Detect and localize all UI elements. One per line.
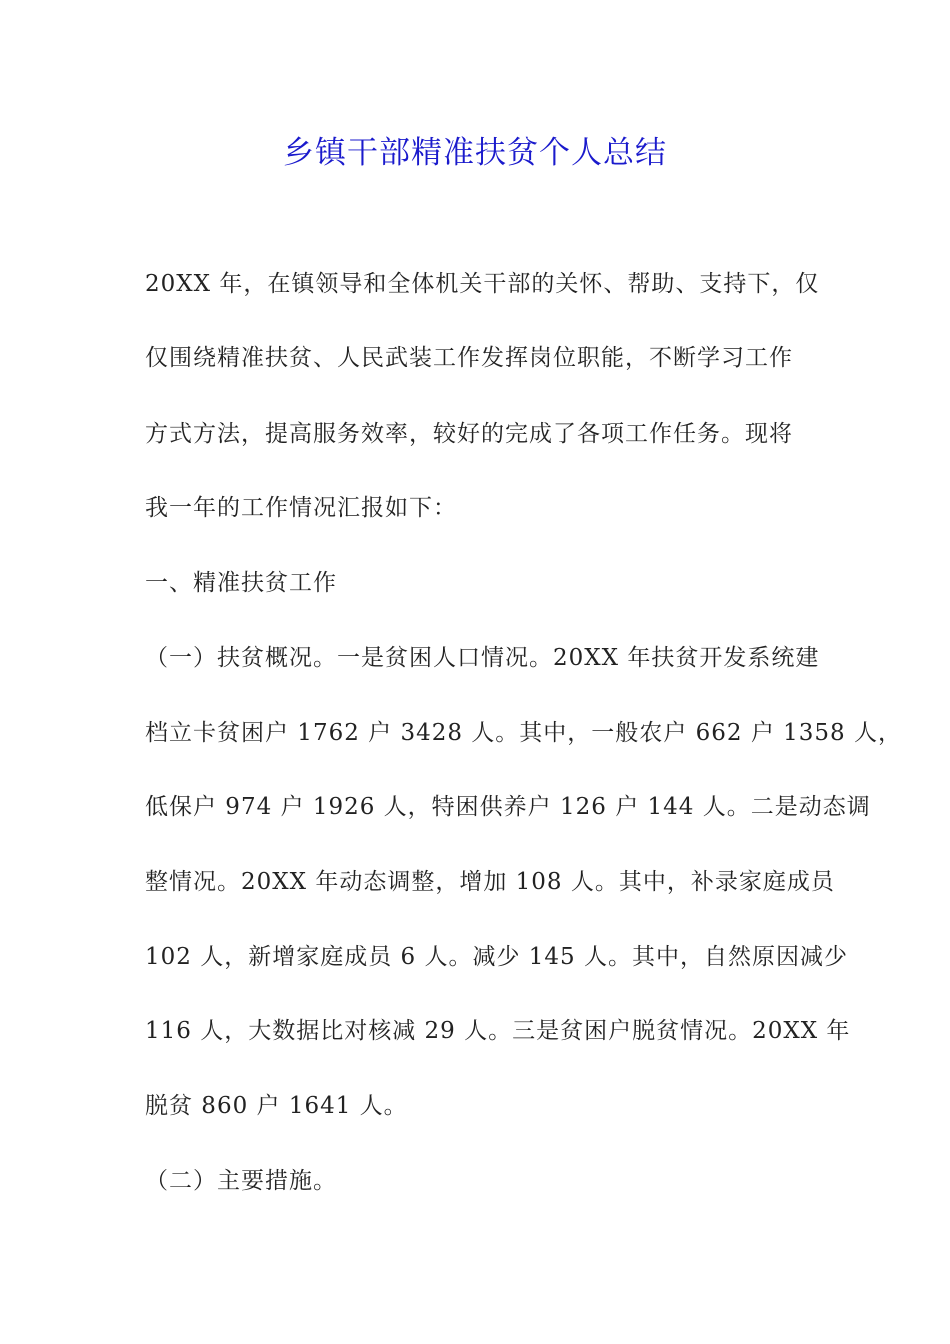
body-line-10: 102 人，新增家庭成员 6 人。减少 145 人。其中，自然原因减少 <box>145 944 848 970</box>
body-line-2: 仅围绕精准扶贫、人民武装工作发挥岗位职能，不断学习工作 <box>145 345 793 371</box>
body-line-3: 方式方法，提高服务效率，较好的完成了各项工作任务。现将 <box>145 421 793 447</box>
body-line-7: 档立卡贫困户 1762 户 3428 人。其中，一般农户 662 户 1358 人， <box>145 720 902 746</box>
subsection-heading-2: （二）主要措施。 <box>145 1168 337 1194</box>
body-line-9: 整情况。20XX 年动态调整，增加 108 人。其中，补录家庭成员 <box>145 869 835 895</box>
body-line-11: 116 人，大数据比对核减 29 人。三是贫困户脱贫情况。20XX 年 <box>145 1018 851 1044</box>
body-line-6: （一）扶贫概况。一是贫困人口情况。20XX 年扶贫开发系统建 <box>145 645 820 671</box>
section-heading-1: 一、精准扶贫工作 <box>145 570 337 596</box>
body-line-12: 脱贫 860 户 1641 人。 <box>145 1093 408 1119</box>
body-line-1: 20XX 年，在镇领导和全体机关干部的关怀、帮助、支持下，仅 <box>145 271 820 297</box>
body-line-4: 我一年的工作情况汇报如下： <box>145 495 457 521</box>
document-title: 乡镇干部精准扶贫个人总结 <box>283 135 667 171</box>
body-line-8: 低保户 974 户 1926 人，特困供养户 126 户 144 人。二是动态调 <box>145 794 871 820</box>
